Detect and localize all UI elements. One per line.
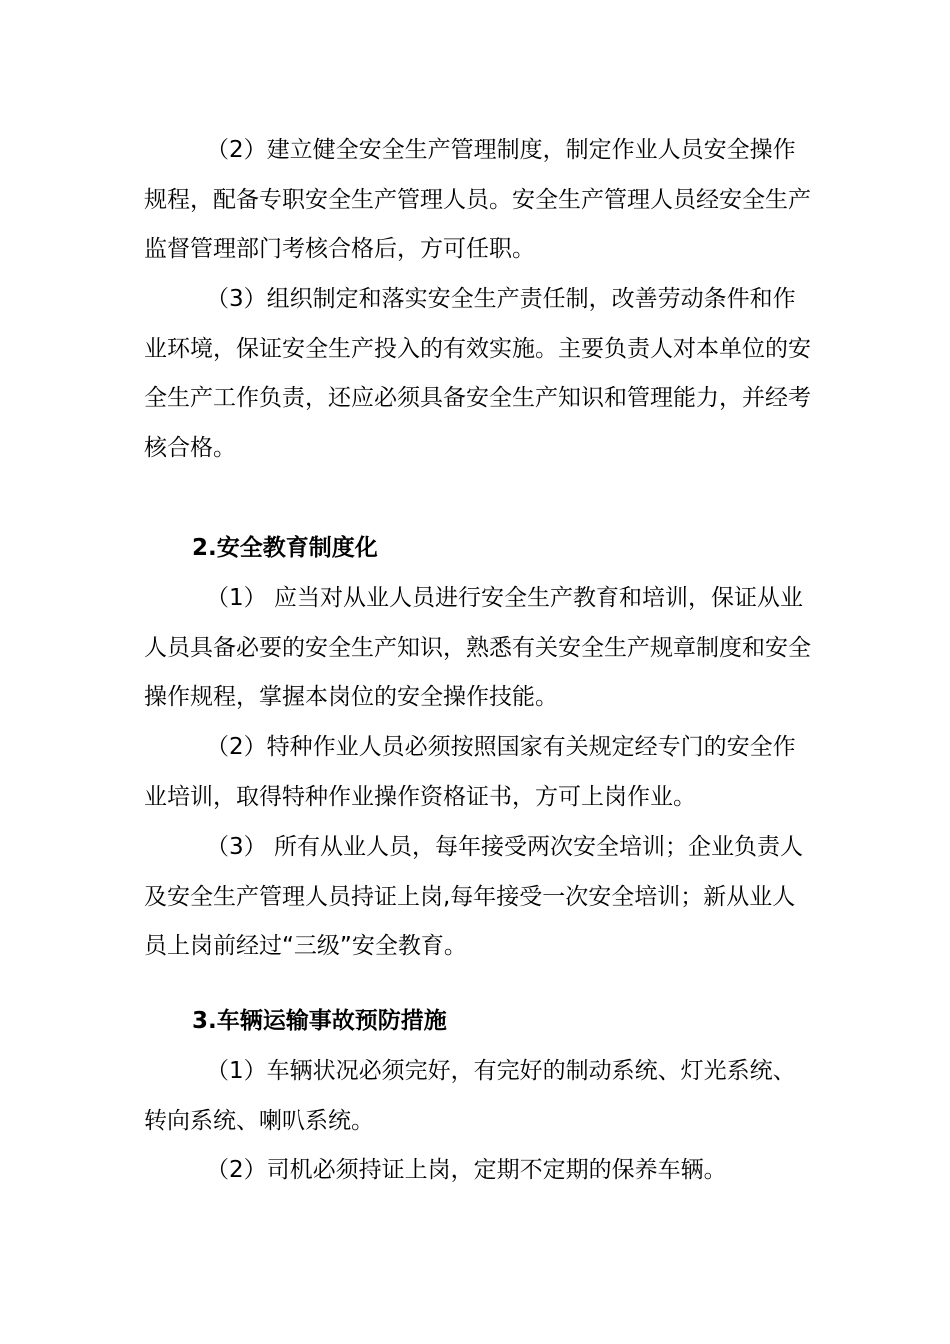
paragraph-vehicle-condition: （1）车辆状况必须完好，有完好的制动系统、灯光系统、转向系统、喇叭系统。 [144,1058,796,1134]
paragraph-education-training: （1） 应当对从业人员进行安全生产教育和培训，保证从业人员具备必要的安全生产知识，熟悉有关安全生产规章制度和安全操作规程，掌握本岗位的安全操作技能。 [144,585,811,711]
heading-vehicle-accident-prevention: 3.车辆运输事故预防措施 [192,1008,447,1034]
paragraph-responsibility-system: （3）组织制定和落实安全生产责任制，改善劳动条件和作业环境，保证安全生产投入的有效实施。主要负责人对本单位的安全生产工作负责，还应必须具备安全生产知识和管理能力，并经考核合格。 [144,286,811,461]
paragraph-driver-certification: （2）司机必须持证上岗，定期不定期的保养车辆。 [206,1157,727,1183]
paragraph-special-operations: （2）特种作业人员必须按照国家有关规定经专门的安全作业培训，取得特种作业操作资格证书，方可上岗作业。 [144,734,796,810]
heading-safety-education: 2.安全教育制度化 [192,535,378,561]
paragraph-annual-training: （3） 所有从业人员，每年接受两次安全培训；企业负责人及安全生产管理人员持证上岗,每年接受一次安全培训；新从业人员上岗前经过“三级”安全教育。 [144,834,803,960]
paragraph-management-system: （2）建立健全安全生产管理制度，制定作业人员安全操作规程，配备专职安全生产管理人员。安全生产管理人员经安全生产监督管理部门考核合格后，方可任职。 [144,137,811,263]
